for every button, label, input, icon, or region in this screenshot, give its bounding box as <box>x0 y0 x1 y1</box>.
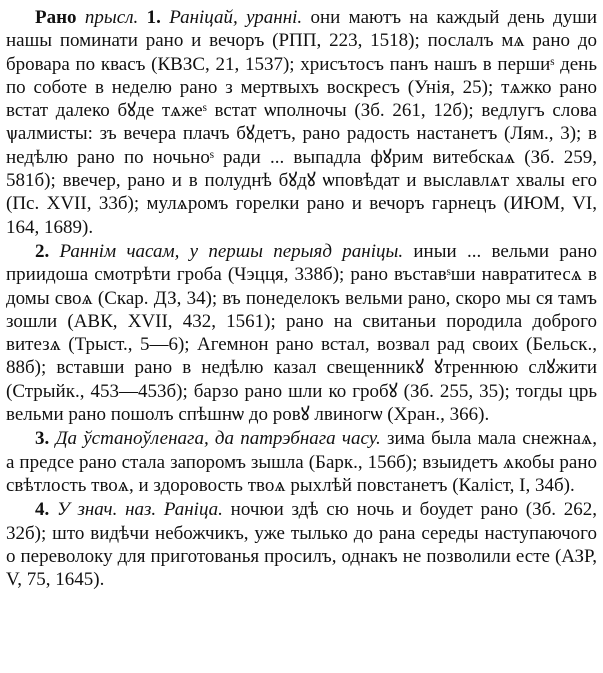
part-of-speech: прысл. <box>84 7 139 28</box>
sense-1 <box>6 6 597 239</box>
sense-citations: зима была мала снежнаѧ, а предсе рано стала запоромъ зышла (Барк., 156б); взыидетъ ѧкобы рано свѣтлость твоѧ, и здоровость твоѧ рыхлѣй повстанетъ (Калiст, I, 34б). <box>6 428 597 496</box>
sense-2 <box>6 240 597 426</box>
sense-citations: они маютъ на каждый день души нашы поминати рано и вечоръ (РПП, 223, 1518); послалъ мѧ рано до бровара по квасъ (КВЗС, 21, 1537); хрисътосъ панъ нашъ в першиˢ день по соботе в неделю рано з мертвыхъ воскресъ (Унія, 25); тѧжко рано встат далеко бꙋде тѧжеˢ встат ѡполночы (Зб. 261, 12б); ведлугъ слова ѱалмисты: зъ вечера плачъ бꙋдетъ, рано радость настанетъ (Лям., 3); в недѣлю рано по ночьноˢ ради ... выпадла фꙋрим витебскаѧ (Зб. 259, 581б); ввечер, рано и в полуднѣ бꙋдꙋ ѡповѣдат и выславлѧт хвалы его (Пс. XVII, 33б); мулѧромъ горелки рано и вечоръ гарнецъ (ИЮМ, VI, 164, 1689). <box>6 7 598 238</box>
sense-number: 2. <box>35 240 50 262</box>
sense-gloss: Раніцай, уранні. <box>169 7 303 28</box>
sense-citations: ночюи здѣ сю ночь и боудет рано (Зб. 262, 32б); што видѣчи небожчикъ, уже тылько до рана середы наступаючого о переволоку для приготованья просилъ, однакъ не позволили есте (АЗР, V, 75, 1645). <box>6 499 598 591</box>
sense-number: 4. <box>35 499 50 521</box>
sense-4 <box>6 498 597 591</box>
sense-gloss: Да ўстаноўленага, да патрэбнага часу. <box>55 428 381 450</box>
sense-number: 1. <box>146 7 161 28</box>
headword: Рано <box>35 7 77 28</box>
sense-gloss: Раннім часам, у першы перыяд раніцы. <box>59 240 404 262</box>
sense-3 <box>6 427 597 497</box>
sense-gloss: У знач. наз. Раніца. <box>56 499 223 521</box>
sense-citations: иныи ... вельми рано приидоша смотрѣти гроба (Чэцця, 338б); рано въставˢши навратитесѧ в домы своѧ (Скар. ДЗ, 34); въ понеделокъ вельми рано, скоро мы ся тамъ зошли (АВК, XVII, 432, 1561); рано на свитаньи породила доброго витезѧ (Трыст., 5—6); Агемнон рано встал, возвал рад своих (Бельск., 88б); вставши рано в недѣлю казал свещенникꙋ ꙋтреннюю слꙋжити (Стрыйк., 453—453б); барзо рано шли ко гробꙋ (Зб. 255, 35); тогды црь вельми рано пошолъ спѣшнѡ до ровꙋ лвиногѡ (Хран., 366). <box>6 240 597 426</box>
sense-number: 3. <box>35 428 50 450</box>
